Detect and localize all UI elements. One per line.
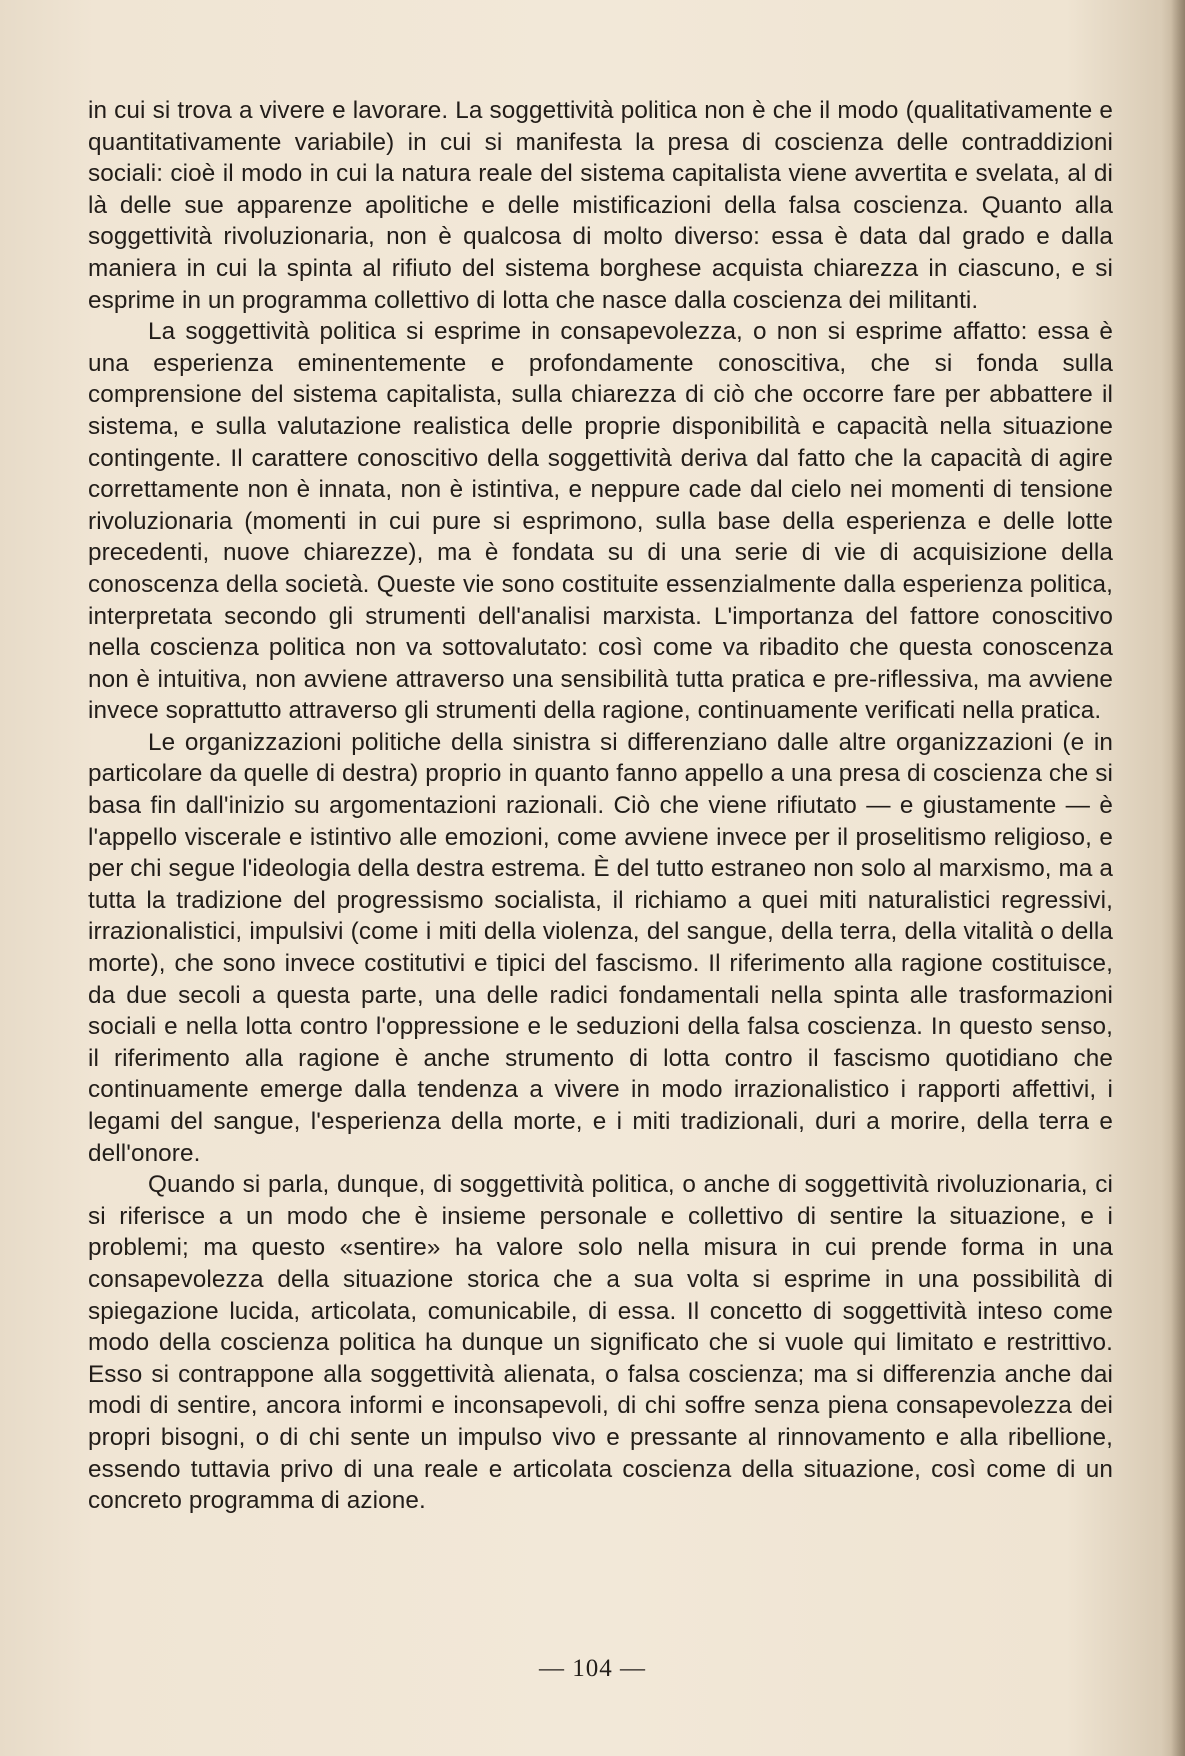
paragraph: Quando si parla, dunque, di soggettività politica, o anche di soggettività rivoluzionaria, ci si riferisce a un modo che è insieme personale e collettivo di sentire la situazione, e i problemi; ma questo «sentire» ha valore solo nella misura in cui prende forma in una consapevolezza della situazione storica che a sua volta si esprime in una possibilità di spiegazione lucida, articolata, comunicabile, di essa. Il concetto di soggettività inteso come modo della coscienza politica ha dunque un significato che si vuole qui limitato e restrittivo. Esso si contrappone alla soggettività alienata, o falsa coscienza; ma si differenzia anche dai modi di sentire, ancora informi e inconsapevoli, di chi soffre senza piena consapevolezza dei propri bisogni, o di chi sente un impulso vivo e pressante al rinnovamento e alla ribellione, essendo tuttavia privo di una reale e articolata coscienza della situazione, così come di un concreto programma di azione. xyxy=(88,1171,1113,1515)
paragraph: La soggettività politica si esprime in consapevolezza, o non si esprime affatto: essa è una esperienza eminentemente e profondamente conoscitiva, che si fonda sulla comprensione del sistema capitalista, sulla chiarezza di ciò che occorre fare per abbattere il sistema, e sulla valutazione realistica delle proprie disponibilità e capacità nella situazione contingente. Il carattere conoscitivo della soggettività deriva dal fatto che la capacità di agire correttamente non è innata, non è istintiva, e neppure cade dal cielo nei momenti di tensione rivoluzionaria (momenti in cui pure si esprimono, sulla base della esperienza e delle lotte precedenti, nuove chiarezze), ma è fondata su di una serie di vie di acquisizione della conoscenza della società. Queste vie sono costituite essenzialmente dalla esperienza politica, interpretata secondo gli strumenti dell'analisi marxista. L'importanza del fattore conoscitivo nella coscienza politica non va sottovalutato: così come va ribadito che questa conoscenza non è intuitiva, non avviene attraverso una sensibilità tutta pratica e pre-riflessiva, ma avviene invece soprattutto attraverso gli strumenti della ragione, continuamente verificati nella pratica. xyxy=(88,318,1113,725)
paragraph: in cui si trova a vivere e lavorare. La soggettività politica non è che il modo (qualitativamente e quantitativamente variabile) in cui si manifesta la presa di coscienza delle contraddizioni sociali: cioè il modo in cui la natura reale del sistema capitalista viene avvertita e svelata, al di là delle sue apparenze apolitiche e delle mistificazioni della falsa coscienza. Quanto alla soggettività rivoluzionaria, non è qualcosa di molto diverso: essa è data dal grado e dalla maniera in cui la spinta al rifiuto del sistema borghese acquista chiarezza in ciascuno, e si esprime in un programma collettivo di lotta che nasce dalla coscienza dei militanti. xyxy=(88,97,1113,314)
page-number: — 104 — xyxy=(539,1655,646,1682)
paragraph: Le organizzazioni politiche della sinistra si differenziano dalle altre organizzazioni (e in particolare da quelle di destra) proprio in quanto fanno appello a una presa di coscienza che si basa fin dall'inizio su argomentazioni razionali. Ciò che viene rifiutato — e giustamente — è l'appello viscerale e istintivo alle emozioni, come avviene invece per il proselitismo religioso, e per chi segue l'ideologia della destra estrema. È del tutto estraneo non solo al marxismo, ma a tutta la tradizione del progressismo socialista, il richiamo a quei miti naturalistici regressivi, irrazionalistici, impulsivi (come i miti della violenza, del sangue, della terra, della vitalità o della morte), che sono invece costitutivi e tipici del fascismo. Il riferimento alla ragione costituisce, da due secoli a questa parte, una delle radici fondamentali nella spinta alle trasformazioni sociali e nella lotta contro l'oppressione e le seduzioni della falsa coscienza. In questo senso, il riferimento alla ragione è anche strumento di lotta contro il fascismo quotidiano che continuamente emerge dalla tendenza a vivere in modo irrazionalistico i rapporti affettivi, i legami del sangue, l'esperienza della morte, e i miti tradizionali, duri a morire, della terra e dell'onore. xyxy=(88,728,1113,1167)
body-text xyxy=(88,95,1113,1517)
